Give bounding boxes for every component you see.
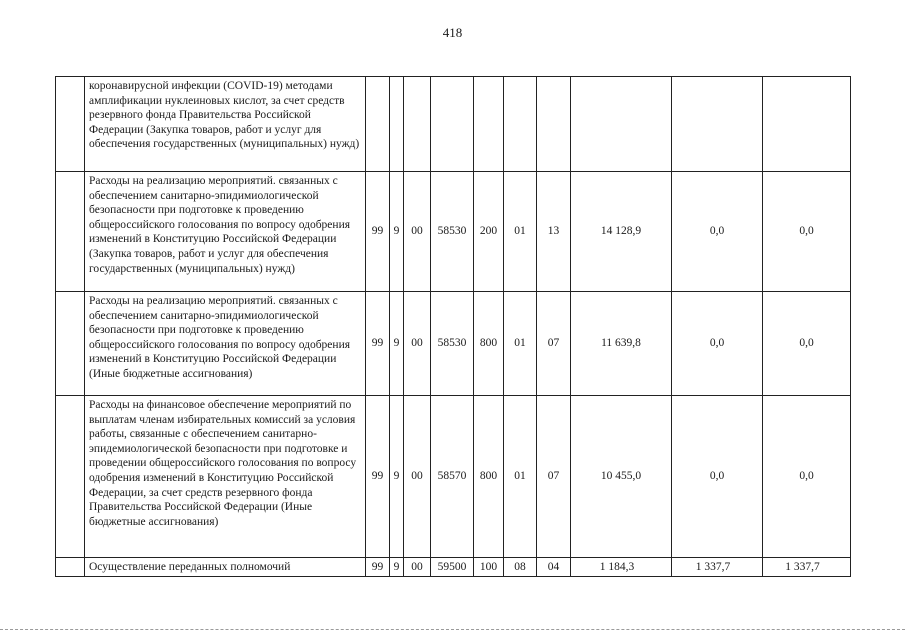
code-section: 01 xyxy=(504,292,537,396)
code-subsection: 13 xyxy=(537,172,571,292)
code-program: 99 xyxy=(366,172,390,292)
code-program: 99 xyxy=(366,292,390,396)
expense-name: Расходы на реализацию мероприятий. связанных с обеспечением санитарно-эпидимиологической безопасности при подготовке к проведению общероссийского голосования по вопросу одобрения изменений в Конституцию Российской Федерации (Иные бюджетные ассигнования) xyxy=(85,292,366,396)
code-subprogram: 9 xyxy=(390,292,404,396)
row-index-cell xyxy=(56,396,85,558)
code-main-event: 00 xyxy=(404,396,431,558)
amount-year-3: 0,0 xyxy=(763,172,851,292)
code-expense-type: 200 xyxy=(474,172,504,292)
code-main-event: 00 xyxy=(404,558,431,577)
expense-name: Расходы на реализацию мероприятий. связанных с обеспечением санитарно-эпидимиологической безопасности при подготовке к проведению общероссийского голосования по вопросу одобрения изменений в Конституцию Российской Федерации (Закупка товаров, работ и услуг для обеспечения государственных (муниципальных) нужд) xyxy=(85,172,366,292)
page-number: 418 xyxy=(442,25,463,40)
amount-year-2: 1 337,7 xyxy=(672,558,763,577)
code-program xyxy=(366,77,390,172)
code-main-event xyxy=(404,77,431,172)
amount-year-2: 0,0 xyxy=(672,292,763,396)
code-expense-type xyxy=(474,77,504,172)
amount-year-3: 0,0 xyxy=(763,292,851,396)
code-subsection: 07 xyxy=(537,292,571,396)
code-subprogram: 9 xyxy=(390,396,404,558)
code-subprogram xyxy=(390,77,404,172)
table-row xyxy=(56,396,851,558)
code-subsection xyxy=(537,77,571,172)
amount-year-3: 0,0 xyxy=(763,396,851,558)
table-row xyxy=(56,172,851,292)
amount-year-1: 11 639,8 xyxy=(571,292,672,396)
budget-table xyxy=(55,76,851,577)
expense-name: Осуществление переданных полномочий xyxy=(85,558,366,577)
code-main-event: 00 xyxy=(404,292,431,396)
table-row xyxy=(56,558,851,577)
code-section: 08 xyxy=(504,558,537,577)
row-index-cell xyxy=(56,292,85,396)
code-section: 01 xyxy=(504,172,537,292)
code-subprogram: 9 xyxy=(390,558,404,577)
table-row xyxy=(56,292,851,396)
amount-year-2: 0,0 xyxy=(672,172,763,292)
amount-year-3: 1 337,7 xyxy=(763,558,851,577)
amount-year-1 xyxy=(571,77,672,172)
code-section: 01 xyxy=(504,396,537,558)
code-main-event: 00 xyxy=(404,172,431,292)
amount-year-2: 0,0 xyxy=(672,396,763,558)
code-expense-type: 800 xyxy=(474,292,504,396)
expense-name: коронавирусной инфекции (COVID-19) методами амплификации нуклеиновых кислот, за счет средств резервного фонда Правительства Российской Федерации (Закупка товаров, работ и услуг для обеспечения государственных (муниципальных) нужд) xyxy=(85,77,366,172)
code-subsection: 04 xyxy=(537,558,571,577)
code-direction: 58530 xyxy=(431,172,474,292)
amount-year-3 xyxy=(763,77,851,172)
amount-year-1: 14 128,9 xyxy=(571,172,672,292)
code-program: 99 xyxy=(366,396,390,558)
code-direction xyxy=(431,77,474,172)
code-subprogram: 9 xyxy=(390,172,404,292)
code-direction: 58530 xyxy=(431,292,474,396)
amount-year-1: 10 455,0 xyxy=(571,396,672,558)
code-program: 99 xyxy=(366,558,390,577)
row-index-cell xyxy=(56,558,85,577)
code-subsection: 07 xyxy=(537,396,571,558)
code-section xyxy=(504,77,537,172)
amount-year-2 xyxy=(672,77,763,172)
scan-edge-line xyxy=(0,629,905,630)
row-index-cell xyxy=(56,172,85,292)
code-expense-type: 800 xyxy=(474,396,504,558)
code-direction: 58570 xyxy=(431,396,474,558)
expense-name: Расходы на финансовое обеспечение мероприятий по выплатам членам избирательных комиссий за условия работы, связанные с обеспечением санитарно-эпидемиологической безопасности при подготовке и проведении общероссийского голосования по вопросу одобрения изменений в Конституцию Российской Федерации, за счет средств резервного фонда Правительства Российской Федерации (Иные бюджетные ассигнования) xyxy=(85,396,366,558)
amount-year-1: 1 184,3 xyxy=(571,558,672,577)
table-row xyxy=(56,77,851,172)
row-index-cell xyxy=(56,77,85,172)
code-expense-type: 100 xyxy=(474,558,504,577)
code-direction: 59500 xyxy=(431,558,474,577)
